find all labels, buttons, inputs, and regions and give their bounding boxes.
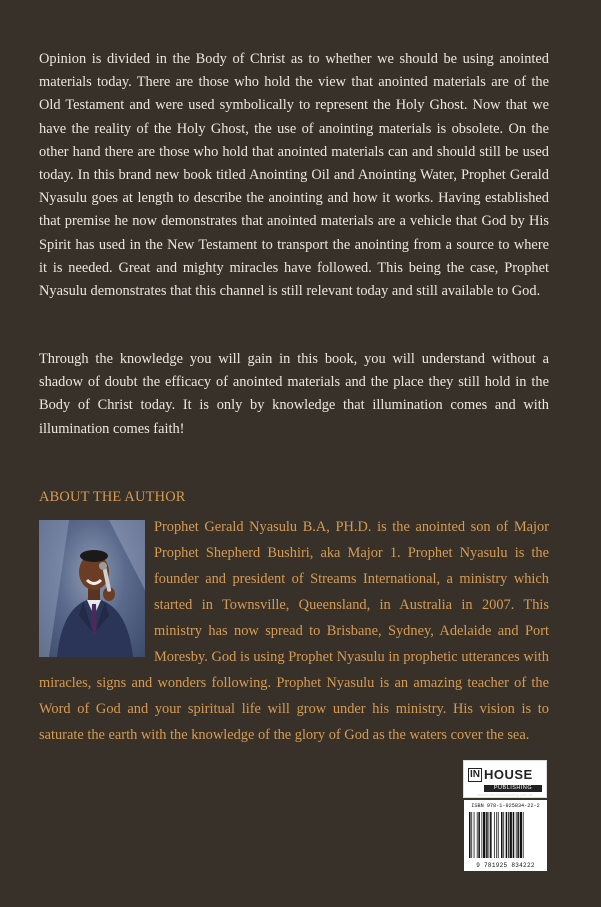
about-author-heading: ABOUT THE AUTHOR — [39, 489, 186, 505]
isbn-label: ISBN 978-1-925834-22-2 — [471, 803, 540, 809]
author-photo — [39, 520, 145, 657]
author-bio: Prophet Gerald Nyasulu B.A, PH.D. is the anointed son of Major Prophet Shepherd Bushiri, aka Major 1. Prophet Nyasulu is the founder and president of Streams International, a ministry which started in Townsville, Queensland, in Australia in 2007. This ministry has now spread to Brisbane, Sydney, Adelaide and Port Moresby. God is using Prophet Nyasulu in prophetic utterances with miracles, signs and wonders following. Prophet Nyasulu is an amazing teacher of the Word of God and your spiritual life will grow under his ministry. His vision is to saturate the earth with the knowledge of the glory of God as the waters cover the sea. — [39, 519, 549, 743]
isbn-barcode — [464, 800, 547, 871]
author-photo-illustration — [39, 520, 145, 657]
barcode-digits: 9 781925 834222 — [476, 862, 535, 869]
publisher-url: www.inhousepublishing.com.au — [477, 792, 533, 797]
barcode-bars — [469, 812, 542, 858]
about-author-section — [39, 514, 549, 748]
logo-publishing-text: PUBLISHING — [484, 785, 542, 792]
logo-in-text: IN — [470, 768, 480, 780]
logo-house-text: HOUSE — [484, 767, 533, 782]
blurb-paragraph-1: Opinion is divided in the Body of Christ as to whether we should be using anointed materials today. There are those who hold the view that anointed materials are of the Old Testament and were used symbolically to represent the Holy Ghost. Now that we have the reality of the Holy Ghost, the use of anointing materials is obsolete. On the other hand there are those who hold that anointed materials can and should still be used today. In this brand new book titled Anointing Oil and Anointing Water, Prophet Gerald Nyasulu goes at length to describe the anointing and how it works. Having established that premise he now demonstrates that anointed materials are a vehicle that God by His Spirit has used in the New Testament to transport the anointing from a source to where it is needed. Great and mighty miracles have followed. This being the case, Prophet Nyasulu demonstrates that this channel is still relevant today and still available to God. — [39, 51, 549, 300]
blurb-paragraph-2: Through the knowledge you will gain in this book, you will understand without a shadow of doubt the efficacy of anointed materials and the place they still hold in the Body of Christ today. It is only by knowledge that illumination comes and with illumination comes faith! — [39, 351, 549, 437]
